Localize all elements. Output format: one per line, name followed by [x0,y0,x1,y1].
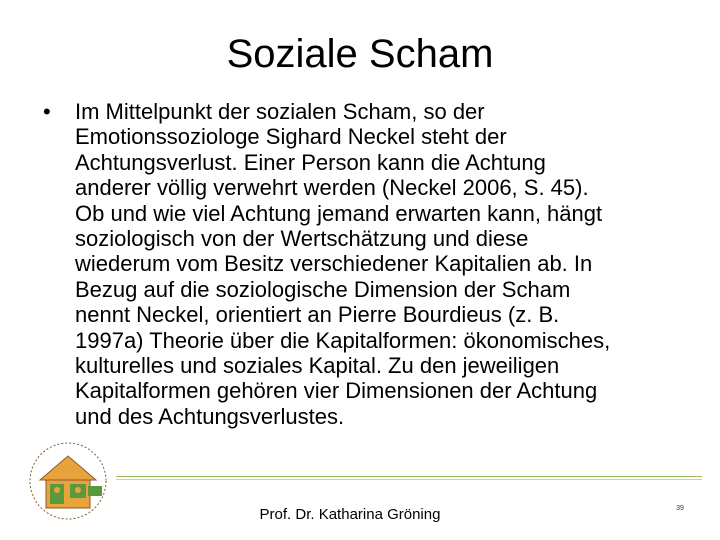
footer-divider-secondary [116,479,702,480]
footer-author: Prof. Dr. Katharina Gröning [259,506,441,523]
bullet-text: Im Mittelpunkt der sozialen Scham, so der Emotionssoziologe Sighard Neckel steht der Achtungsverlust. Einer Person kann die Achtung anderer völlig verwehrt werden (Neckel 2006, S. 45). Ob und wie viel Achtung jemand erwarten kann, hängt soziologisch von der Wertschätzung und diese wiederum vom Besitz verschiedener Kapitalien ab. In Bezug auf die soziologische Dimension der Scham nennt Neckel, orientiert an Pierre Bourdieus (z. B. 1997a) Theorie über die Kapitalformen: ökonomisches, kulturelles und soziales Kapital. Zu den jeweiligen Kapitalformen gehören vier Dimensionen der Achtung und des Achtungsverlustes. [75,99,611,429]
bullet-item [40,99,700,429]
slide-title: Soziale Scham [226,32,494,76]
page-number: 39 [676,505,684,512]
slide-body [40,99,700,429]
bullet-marker: • [43,99,51,124]
footer-divider [116,476,702,477]
institution-logo-icon [22,440,114,522]
